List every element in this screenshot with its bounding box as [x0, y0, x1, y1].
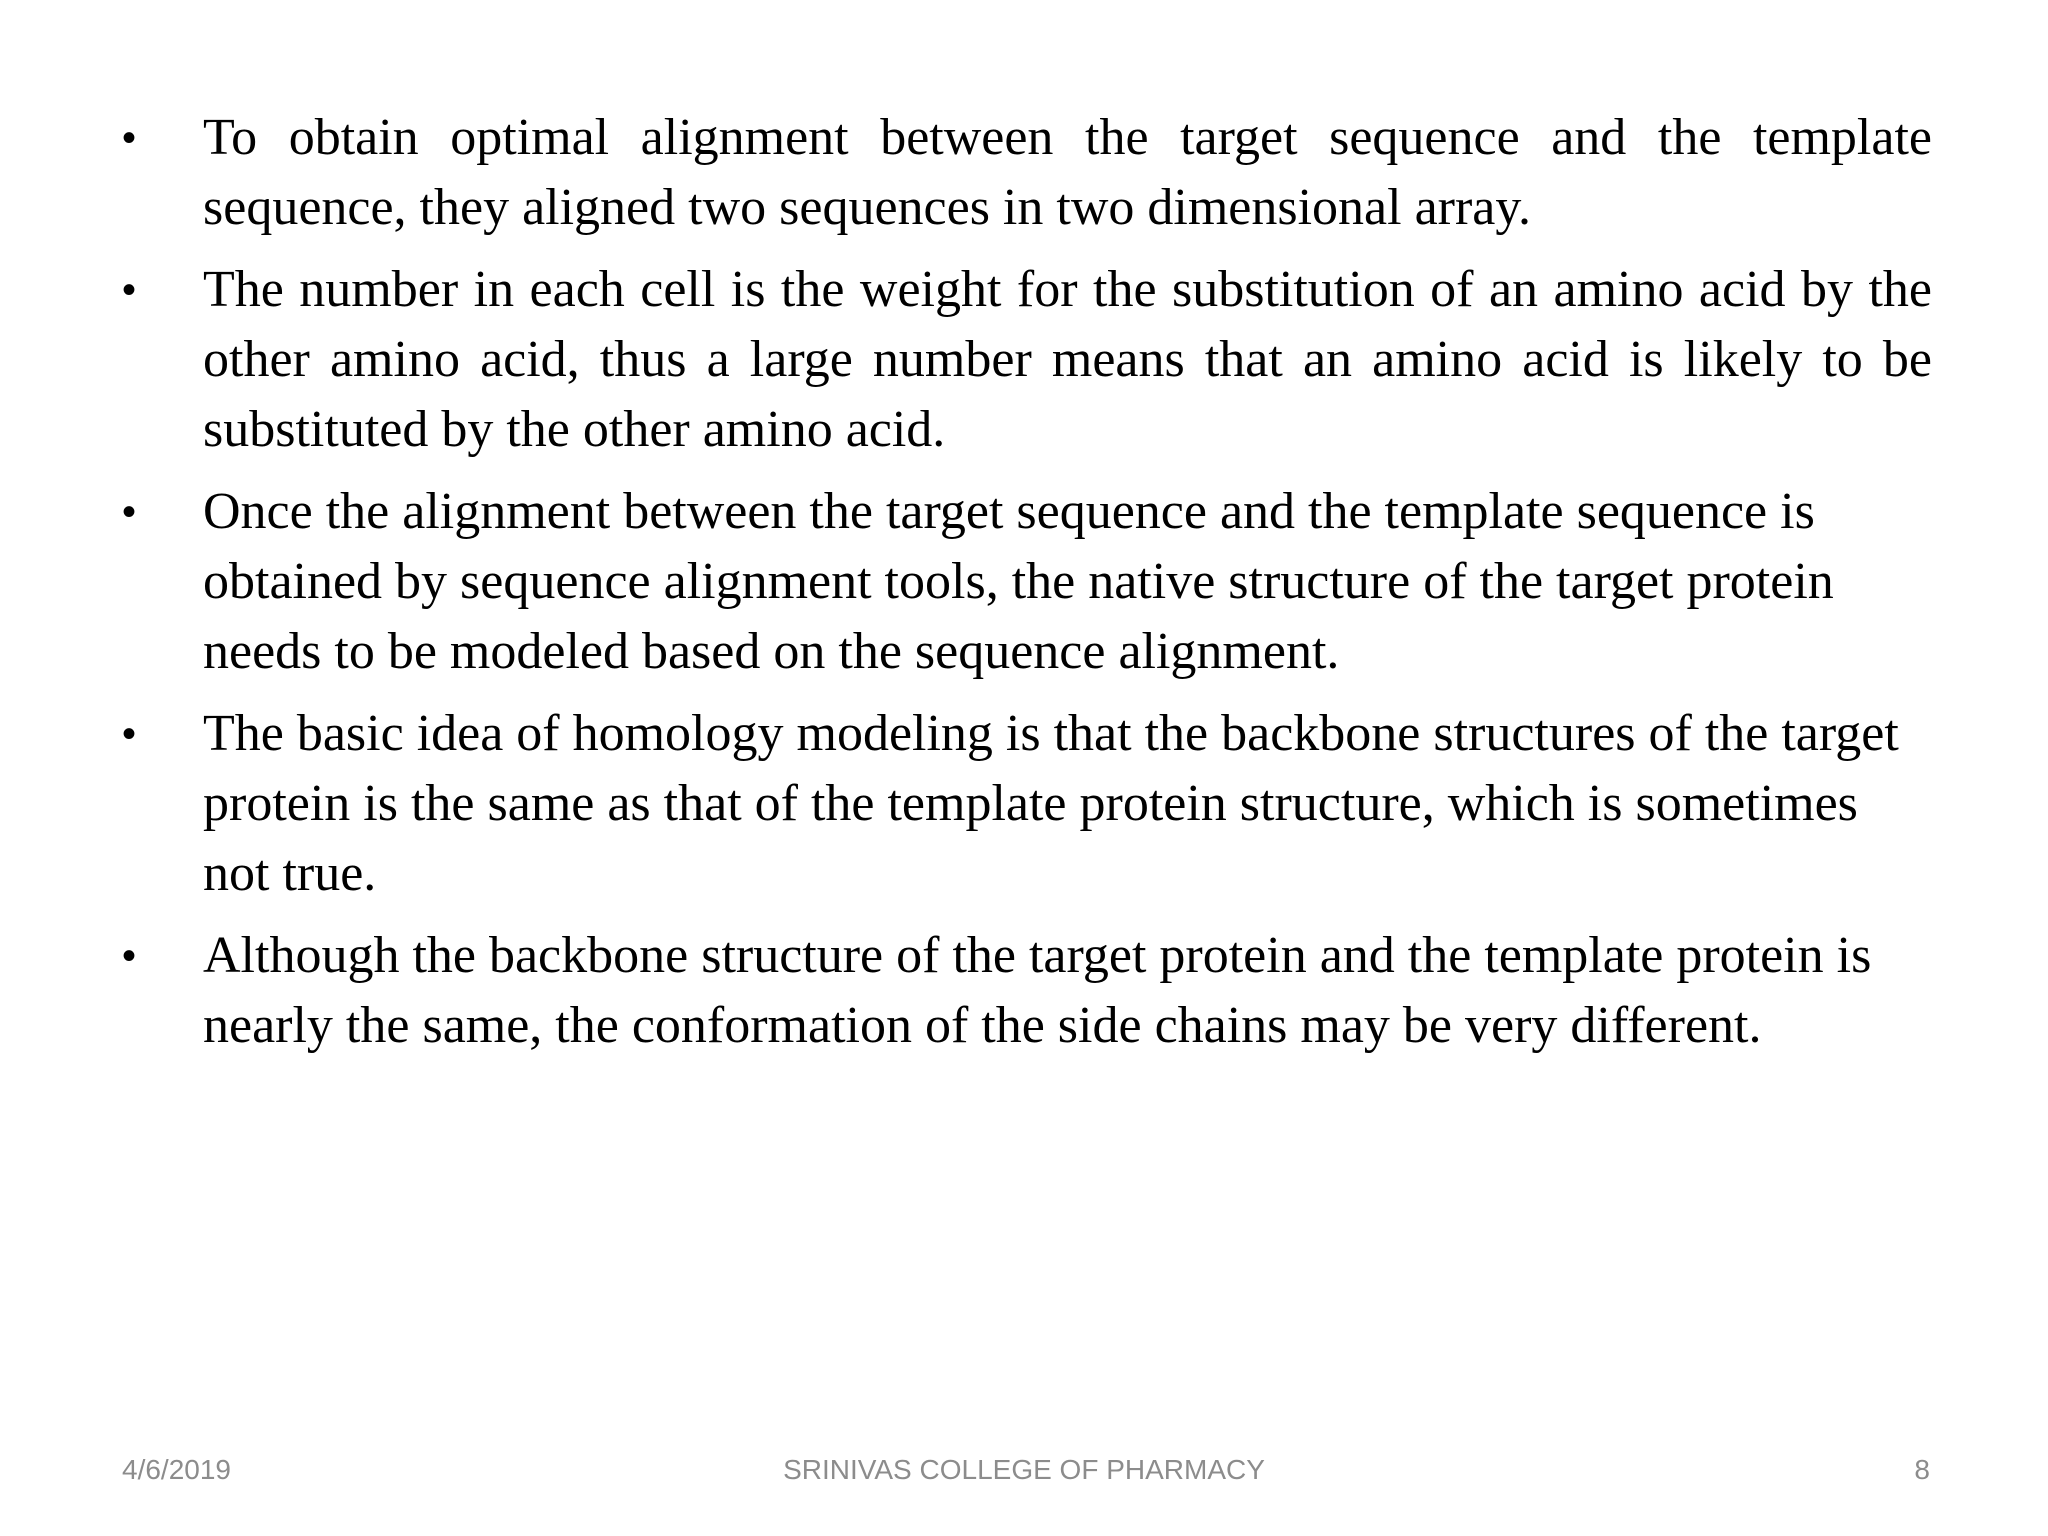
- bullet-text: To obtain optimal alignment between the target sequence and the template sequence, they aligned two sequences in two dimensional array.: [203, 109, 1932, 236]
- bullet-item-2: [122, 255, 1932, 465]
- bullet-marker: •: [122, 712, 137, 756]
- footer-date: 4/6/2019: [122, 1454, 231, 1485]
- bullet-text: The basic idea of homology modeling is that the backbone structures of the target protein is the same as that of the template protein structure, which is sometimes not true.: [203, 705, 1899, 902]
- footer-page-number: 8: [1914, 1454, 1930, 1485]
- bullet-item-1: [122, 103, 1932, 243]
- bullet-marker: •: [122, 934, 137, 978]
- bullet-marker: •: [122, 268, 137, 312]
- bullet-text: The number in each cell is the weight for the substitution of an amino acid by the other amino acid, thus a large number means that an amino acid is likely to be substituted by the other amino acid.: [203, 261, 1932, 458]
- bullet-list: [122, 103, 1932, 1073]
- bullet-item-5: [122, 921, 1932, 1061]
- footer-institution: SRINIVAS COLLEGE OF PHARMACY: [783, 1454, 1265, 1485]
- bullet-text: Although the backbone structure of the target protein and the template protein is nearly the same, the conformation of the side chains may be very different.: [203, 927, 1872, 1054]
- bullet-item-3: [122, 477, 1932, 687]
- bullet-item-4: [122, 699, 1932, 909]
- bullet-marker: •: [122, 490, 137, 534]
- bullet-marker: •: [122, 116, 137, 160]
- bullet-text: Once the alignment between the target sequence and the template sequence is obtained by sequence alignment tools, the native structure of the target protein needs to be modeled based on the sequence alignment.: [203, 483, 1834, 680]
